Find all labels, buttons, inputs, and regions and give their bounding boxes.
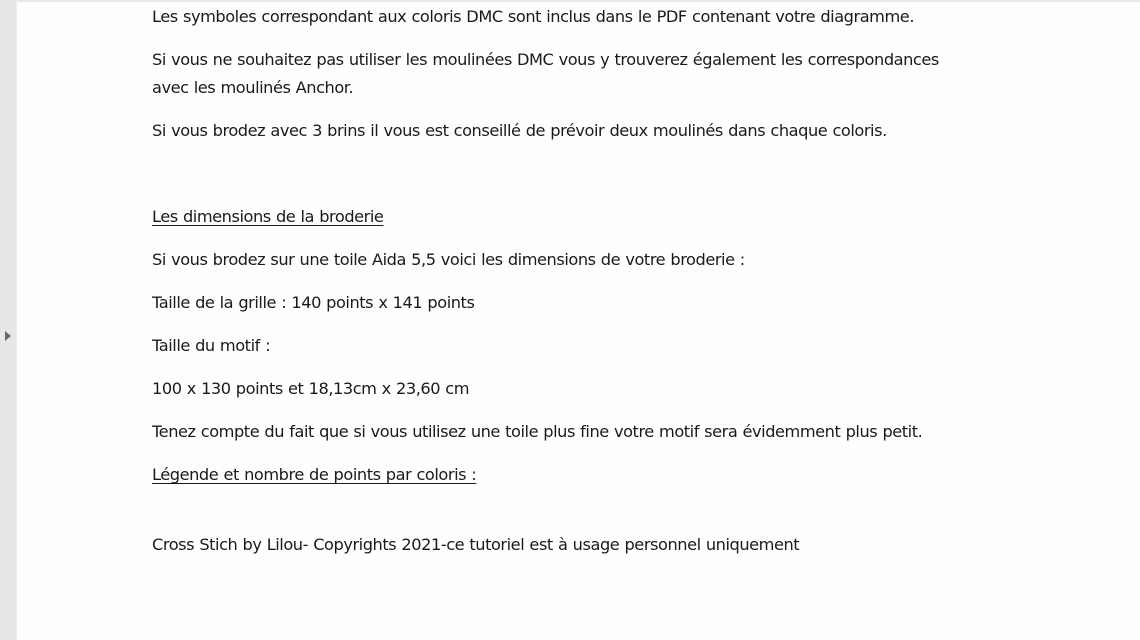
- paragraph-three-strands: Si vous brodez avec 3 brins il vous est conseillé de prévoir deux moulinés dans chaque coloris.: [152, 121, 887, 140]
- paragraph-anchor-equivalents-cont: avec les moulinés Anchor.: [152, 78, 354, 97]
- paragraph-grid-size: Taille de la grille : 140 points x 141 points: [152, 293, 475, 312]
- paragraph-finer-fabric-note: Tenez compte du fait que si vous utilisez une toile plus fine votre motif sera évidemment plus petit.: [152, 422, 923, 441]
- paragraph-motif-size-label: Taille du motif :: [152, 336, 271, 355]
- paragraph-dmc-symbols: Les symboles correspondant aux coloris DMC sont inclus dans le PDF contenant votre diagramme.: [152, 7, 915, 26]
- top-divider: [17, 0, 1140, 2]
- heading-legend: Légende et nombre de points par coloris :: [152, 465, 477, 484]
- paragraph-anchor-equivalents: Si vous ne souhaitez pas utiliser les moulinées DMC vous y trouverez également les correspondances: [152, 50, 939, 69]
- navigation-rail: [0, 0, 17, 640]
- paragraph-aida-dimensions: Si vous brodez sur une toile Aida 5,5 voici les dimensions de votre broderie :: [152, 250, 745, 269]
- copyright-footer: Cross Stich by Lilou- Copyrights 2021-ce tutoriel est à usage personnel uniquement: [152, 535, 800, 554]
- heading-dimensions: Les dimensions de la broderie: [152, 207, 384, 226]
- expand-arrow-icon[interactable]: [5, 331, 11, 341]
- paragraph-motif-size-value: 100 x 130 points et 18,13cm x 23,60 cm: [152, 379, 470, 398]
